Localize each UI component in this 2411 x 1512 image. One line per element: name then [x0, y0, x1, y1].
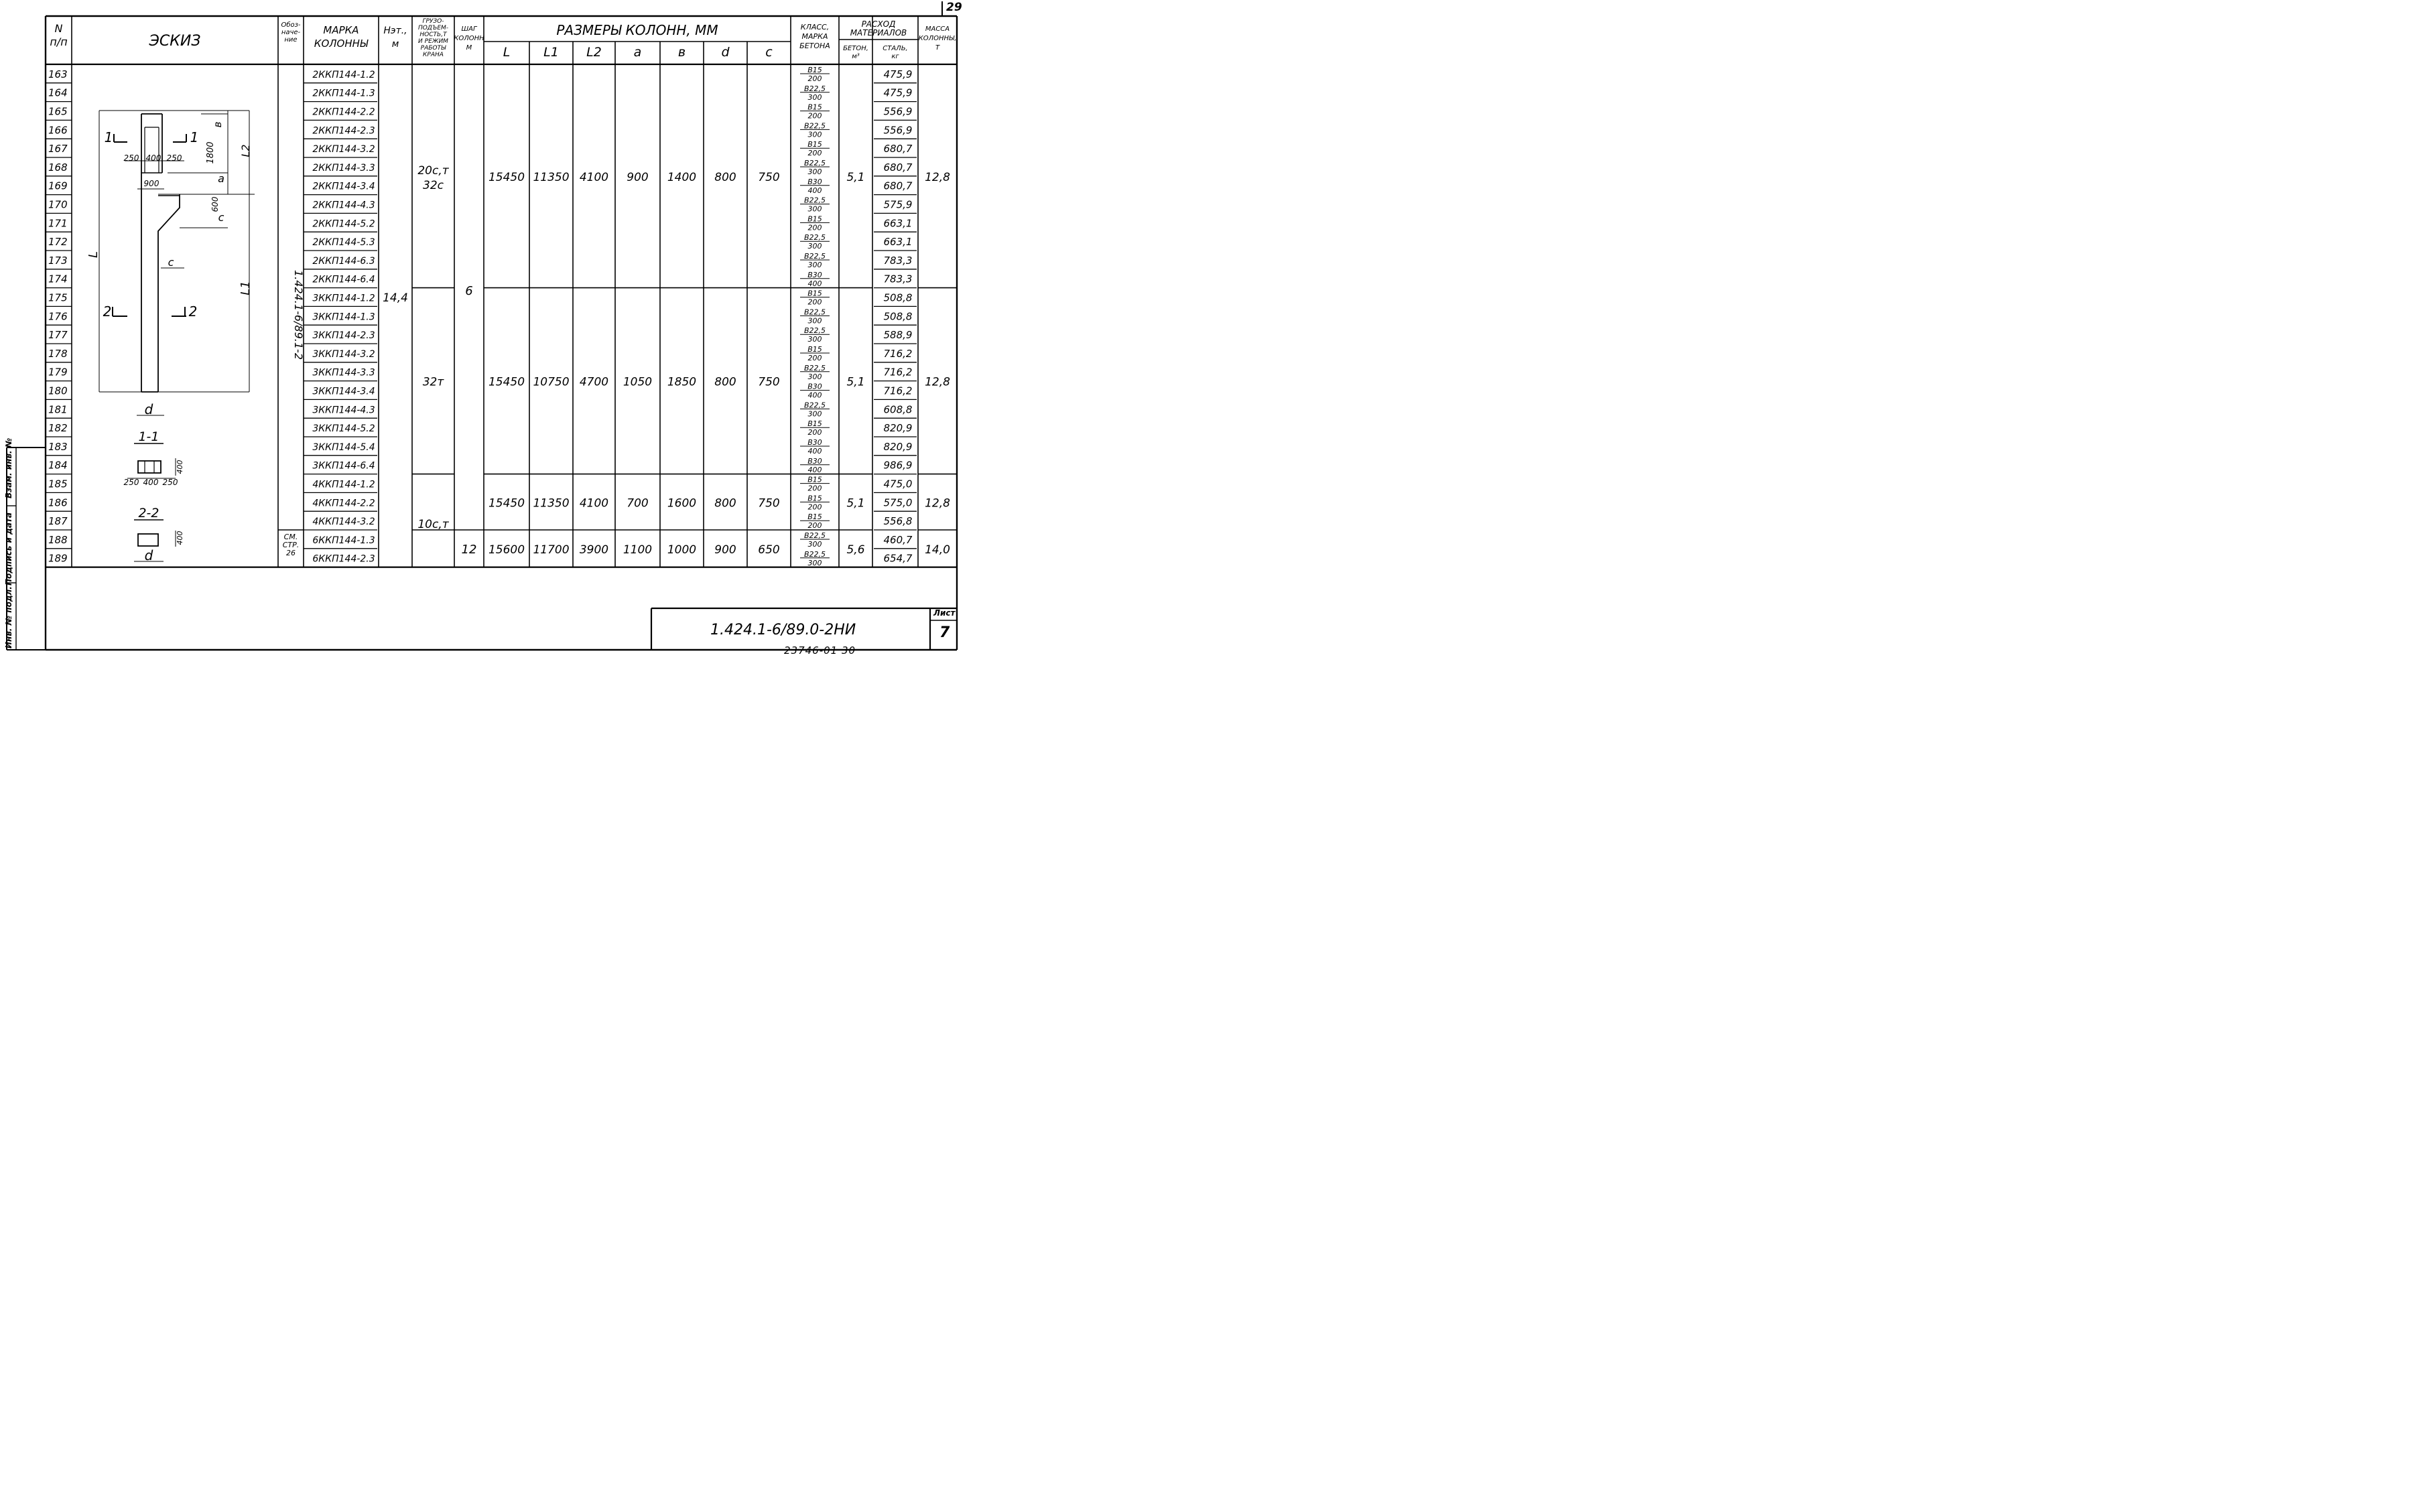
stamp-sheet-number: 7 — [939, 624, 950, 641]
row-number: 166 — [48, 124, 68, 137]
steel-value: 680,7 — [883, 161, 913, 174]
dim-label-1800: 1800 — [206, 141, 216, 164]
steel-value: 820,9 — [883, 440, 913, 453]
concrete-class: B15 — [807, 494, 822, 503]
column-mark: 2ККП144-6.3 — [312, 255, 375, 267]
steel-value: 608,8 — [883, 403, 913, 416]
concrete-class: B15 — [807, 475, 822, 484]
size-value: 800 — [714, 375, 736, 389]
header-steel: кг — [891, 53, 899, 60]
header-step: КОЛОНН — [454, 35, 484, 42]
concrete-mark: 300 — [807, 558, 822, 567]
header-concrete-class: МАРКА — [801, 32, 828, 41]
column-mark: 3ККП144-3.4 — [312, 386, 375, 397]
dim-label-250: 250 — [123, 478, 139, 487]
header-size-0: L — [503, 45, 511, 60]
header-step: ШАГ — [461, 25, 477, 33]
row-number: 185 — [48, 478, 68, 490]
row-number: 173 — [48, 254, 68, 267]
row-number: 164 — [48, 86, 68, 99]
steel-value: 680,7 — [883, 180, 913, 192]
header-sketch: ЭСКИЗ — [149, 33, 201, 50]
row-number: 182 — [48, 422, 68, 435]
dim-label-250: 250 — [166, 153, 182, 163]
concrete-class: B22,5 — [803, 326, 826, 336]
size-value: 1600 — [667, 496, 697, 510]
steel-value: 575,9 — [883, 198, 913, 211]
size-value: 15450 — [488, 375, 525, 389]
concrete-class: B22,5 — [803, 307, 826, 317]
column-mark: 2ККП144-5.2 — [312, 218, 375, 230]
dim-label-a: а — [218, 172, 224, 185]
size-value: 11350 — [533, 496, 570, 510]
side-strip-signature: Подпись и дата — [4, 512, 13, 586]
concrete-class: B22,5 — [803, 159, 826, 167]
concrete-mark: 300 — [807, 409, 822, 419]
column-mass: 12,8 — [925, 170, 950, 184]
steel-value: 680,7 — [883, 143, 913, 155]
header-concrete-class: БЕТОНА — [799, 42, 830, 50]
row-number: 179 — [48, 366, 68, 379]
size-value: 4100 — [579, 170, 609, 184]
header-size-3: a — [633, 45, 642, 60]
dim-label-400: 400 — [176, 460, 184, 474]
column-mark: 2ККП144-1.2 — [312, 69, 375, 80]
row-number: 171 — [48, 217, 68, 230]
concrete-mark: 200 — [807, 521, 822, 531]
column-mass: 14,0 — [925, 543, 950, 557]
steel-value: 716,2 — [883, 385, 913, 397]
designation-ref: 26 — [286, 549, 296, 557]
steel-value: 588,9 — [883, 329, 913, 342]
concrete-mark: 400 — [807, 391, 822, 400]
size-value: 4700 — [579, 375, 609, 389]
step-value: 6 — [465, 284, 473, 298]
size-value: 800 — [714, 170, 736, 184]
header-steel: СТАЛЬ, — [883, 45, 908, 52]
row-number: 188 — [48, 533, 68, 546]
side-approval-strip — [1, 437, 43, 650]
column-mark: 2ККП144-3.3 — [312, 162, 375, 174]
row-number: 181 — [48, 403, 68, 416]
concrete-mark: 300 — [807, 130, 822, 139]
row-number: 172 — [48, 236, 68, 249]
concrete-class: B22,5 — [803, 531, 826, 540]
concrete-mark: 200 — [807, 111, 822, 121]
steel-value: 475,9 — [883, 68, 913, 80]
header-size-1: L1 — [543, 45, 559, 60]
row-number: 187 — [48, 515, 68, 528]
header-size-2: L2 — [586, 45, 602, 60]
header-crane: ПОДЪЕМ- — [417, 25, 449, 31]
column-mark: 2ККП144-6.4 — [312, 274, 375, 285]
size-value: 800 — [714, 496, 736, 510]
crane-value: 32т — [422, 375, 444, 389]
concrete-class: B22,5 — [803, 84, 826, 93]
concrete-mark: 200 — [807, 484, 822, 493]
concrete-class: B15 — [807, 345, 822, 354]
concrete-mark: 300 — [807, 92, 822, 102]
step-value: 12 — [461, 542, 477, 557]
dim-label-b: в — [212, 121, 224, 128]
row-number: 183 — [48, 440, 68, 453]
section-label-2: 2 — [188, 303, 198, 320]
dim-label-250: 250 — [162, 478, 178, 487]
steel-value: 716,2 — [883, 366, 913, 379]
column-mark: 2ККП144-3.2 — [312, 144, 375, 155]
concrete-mark: 400 — [807, 447, 822, 456]
header-designation: наче- — [281, 29, 301, 36]
steel-value: 716,2 — [883, 347, 913, 360]
size-value: 10750 — [533, 375, 570, 389]
column-mark: 2ККП144-4.3 — [312, 200, 375, 211]
concrete-class: B15 — [807, 102, 822, 112]
dim-label-400: 400 — [143, 478, 159, 487]
row-number: 167 — [48, 143, 68, 155]
size-value: 1100 — [623, 543, 653, 557]
section-label-1: 1 — [104, 129, 113, 145]
concrete-class: B30 — [807, 456, 822, 466]
designation-text: 1.424.1-6/89.1-2 — [292, 270, 305, 360]
dim-label-L2: L2 — [239, 144, 252, 157]
steel-value: 654,7 — [883, 552, 913, 565]
header-concrete-class: КЛАСС, — [800, 23, 830, 31]
concrete-class: B15 — [807, 289, 822, 298]
steel-value: 460,7 — [883, 533, 913, 546]
section-label-1: 1 — [190, 129, 199, 145]
header-mark: МАРКА — [323, 24, 359, 36]
header-crane: НОСТЬ,Т — [419, 31, 447, 38]
concrete-class: B22,5 — [803, 121, 826, 131]
header-materials-2: МАТЕРИАЛОВ — [850, 28, 907, 38]
concrete-class: B22,5 — [803, 196, 826, 205]
concrete-class: B22,5 — [803, 252, 826, 261]
column-mark: 3ККП144-3.2 — [312, 348, 375, 360]
drawing-sheet — [0, 0, 1036, 670]
column-mark: 4ККП144-2.2 — [312, 498, 375, 509]
header-height: Нэт., — [383, 25, 407, 36]
concrete-volume: 5,1 — [846, 496, 865, 510]
steel-value: 820,9 — [883, 422, 913, 435]
concrete-volume: 5,1 — [846, 170, 865, 184]
size-value: 1400 — [667, 170, 697, 184]
concrete-class: B15 — [807, 214, 822, 224]
size-value: 11700 — [533, 543, 570, 557]
concrete-mark: 300 — [807, 204, 822, 214]
dim-label-400: 400 — [176, 531, 184, 545]
size-value: 11350 — [533, 170, 570, 184]
concrete-class: B22,5 — [803, 233, 826, 243]
steel-value: 663,1 — [883, 217, 913, 230]
section-label-2: 2 — [103, 303, 112, 320]
designation-ref: СМ. — [283, 533, 298, 541]
header-crane: И РЕЖИМ — [418, 38, 448, 45]
size-value: 1000 — [667, 543, 697, 557]
header-crane: ГРУЗО- — [422, 18, 444, 25]
header-sizes: РАЗМЕРЫ КОЛОНН, ММ — [556, 22, 718, 38]
concrete-mark: 400 — [807, 186, 822, 195]
section-title-2-2: 2-2 — [138, 506, 159, 521]
concrete-class: B30 — [807, 382, 822, 391]
size-value: 15450 — [488, 496, 525, 510]
crane-value: 10с,т — [417, 518, 449, 531]
steel-value: 663,1 — [883, 236, 913, 249]
header-designation: Обоз- — [281, 21, 301, 29]
header-mass: МАССА — [925, 25, 950, 33]
side-strip-inv-podl: Инв. № подл. — [4, 586, 13, 648]
size-value: 1850 — [667, 375, 697, 389]
row-number: 170 — [48, 198, 68, 211]
column-mass: 12,8 — [925, 375, 950, 389]
height-value: 14,4 — [383, 291, 408, 305]
header-size-5: d — [721, 45, 730, 60]
row-number: 180 — [48, 385, 68, 397]
concrete-class: B15 — [807, 512, 822, 522]
concrete-class: B15 — [807, 419, 822, 429]
steel-value: 986,9 — [883, 459, 913, 472]
row-number: 178 — [48, 347, 68, 360]
column-mark: 4ККП144-1.2 — [312, 479, 375, 490]
size-value: 750 — [758, 170, 780, 184]
dim-label-900: 900 — [143, 179, 159, 188]
row-number: 175 — [48, 291, 68, 304]
header-mark: КОЛОННЫ — [314, 38, 369, 50]
concrete-mark: 300 — [807, 167, 822, 176]
column-mark: 2ККП144-3.4 — [312, 181, 375, 192]
dim-label-d: d — [144, 547, 153, 563]
size-value: 750 — [758, 375, 780, 389]
row-number: 174 — [48, 273, 68, 285]
designation-ref: СТР. — [282, 541, 300, 549]
dim-label-c: с — [218, 211, 224, 224]
header-size-6: c — [765, 45, 773, 60]
concrete-mark: 300 — [807, 372, 822, 381]
steel-value: 508,8 — [883, 291, 913, 304]
steel-value: 556,9 — [883, 105, 913, 118]
header-concrete-volume: м³ — [852, 53, 860, 60]
size-value: 650 — [758, 543, 780, 557]
column-mark: 6ККП144-1.3 — [312, 535, 375, 546]
row-number: 168 — [48, 161, 68, 174]
dim-label-400: 400 — [145, 153, 161, 163]
row-number: 176 — [48, 310, 68, 323]
header-num: п/п — [50, 36, 68, 48]
concrete-class: B30 — [807, 270, 822, 279]
header-mass: КОЛОННЫ, — [918, 35, 957, 42]
dim-label-600: 600 — [210, 196, 220, 212]
header-materials-1: РАСХОД — [861, 19, 896, 29]
row-number: 184 — [48, 459, 68, 472]
header-step: М — [466, 44, 472, 52]
steel-value: 575,0 — [883, 496, 913, 509]
crane-value: 20с,т — [417, 163, 449, 178]
header-height: м — [391, 39, 399, 50]
column-mark: 3ККП144-5.2 — [312, 423, 375, 435]
column-mark: 3ККП144-2.3 — [312, 330, 375, 342]
concrete-class: B15 — [807, 66, 822, 74]
column-mark: 3ККП144-3.3 — [312, 367, 375, 379]
concrete-class: B15 — [807, 140, 822, 149]
dim-label-L: L — [86, 251, 101, 259]
row-number: 177 — [48, 329, 68, 342]
size-value: 750 — [758, 496, 780, 510]
header-designation: ние — [284, 36, 298, 44]
column-mark: 3ККП144-1.2 — [312, 293, 375, 304]
header-mass: Т — [935, 44, 940, 52]
concrete-class: B30 — [807, 438, 822, 447]
concrete-mark: 200 — [807, 502, 822, 512]
size-value: 3900 — [579, 543, 609, 557]
column-mass: 12,8 — [925, 496, 950, 510]
concrete-mark: 300 — [807, 316, 822, 326]
steel-value: 556,9 — [883, 124, 913, 137]
concrete-mark: 200 — [807, 74, 822, 83]
side-strip-inv-replace: Взам. инв. № — [4, 437, 13, 498]
concrete-mark: 300 — [807, 242, 822, 251]
column-mark: 4ККП144-3.2 — [312, 517, 375, 528]
concrete-volume: 5,6 — [846, 543, 865, 557]
column-mark: 6ККП144-2.3 — [312, 553, 375, 565]
concrete-class: B22,5 — [803, 363, 826, 372]
dim-label-d: d — [144, 401, 153, 417]
dim-label-250: 250 — [123, 153, 139, 163]
section-title-1-1: 1-1 — [138, 429, 159, 444]
header-concrete-volume: БЕТОН, — [843, 45, 868, 52]
steel-value: 783,3 — [883, 254, 913, 267]
steel-value: 475,0 — [883, 478, 913, 490]
column-mark: 2ККП144-1.3 — [312, 88, 375, 99]
steel-value: 783,3 — [883, 273, 913, 285]
header-crane: КРАНА — [423, 52, 444, 58]
dim-label-L1: L1 — [239, 281, 253, 295]
concrete-class: B22,5 — [803, 401, 826, 410]
concrete-class: B30 — [807, 177, 822, 186]
section-2-2-outline — [138, 534, 158, 546]
concrete-volume: 5,1 — [846, 375, 865, 389]
column-mark: 2ККП144-2.2 — [312, 107, 375, 118]
steel-value: 475,9 — [883, 86, 913, 99]
size-value: 700 — [627, 496, 649, 510]
page-number: 29 — [946, 1, 962, 14]
dim-label-c: с — [168, 256, 174, 269]
size-value: 1050 — [623, 375, 653, 389]
concrete-mark: 400 — [807, 279, 822, 288]
concrete-mark: 300 — [807, 335, 822, 344]
column-mark: 3ККП144-6.4 — [312, 460, 375, 472]
header-crane: РАБОТЫ — [420, 45, 446, 52]
stamp-sheet-label: Лист — [933, 608, 956, 618]
concrete-mark: 300 — [807, 261, 822, 269]
header-num: N — [54, 22, 63, 35]
column-mark: 2ККП144-2.3 — [312, 125, 375, 137]
archive-number: 23746-01 30 — [784, 644, 856, 657]
crane-value: 32с — [423, 178, 444, 192]
row-number: 189 — [48, 552, 68, 565]
row-number: 163 — [48, 68, 68, 80]
column-shaft-right-edge — [158, 194, 180, 392]
stamp-document-code: 1.424.1-6/89.0-2НИ — [710, 622, 856, 638]
section-1-1-outline — [138, 461, 161, 473]
row-number: 165 — [48, 105, 68, 118]
size-value: 15450 — [488, 170, 525, 184]
concrete-class: B22,5 — [803, 549, 826, 559]
concrete-mark: 200 — [807, 354, 822, 362]
column-mark: 2ККП144-5.3 — [312, 237, 375, 249]
column-mark: 3ККП144-5.4 — [312, 441, 375, 453]
size-value: 4100 — [579, 496, 609, 510]
column-mark: 3ККП144-1.3 — [312, 312, 375, 323]
steel-value: 508,8 — [883, 310, 913, 323]
concrete-mark: 200 — [807, 428, 822, 437]
size-value: 900 — [714, 543, 736, 557]
header-size-4: в — [677, 45, 686, 60]
concrete-mark: 300 — [807, 540, 822, 549]
steel-value: 556,8 — [883, 515, 913, 528]
column-mark: 3ККП144-4.3 — [312, 405, 375, 416]
row-number: 169 — [48, 180, 68, 192]
size-value: 900 — [627, 170, 649, 184]
concrete-mark: 400 — [807, 465, 822, 474]
row-number: 186 — [48, 496, 68, 509]
concrete-mark: 200 — [807, 149, 822, 158]
concrete-mark: 200 — [807, 297, 822, 307]
size-value: 15600 — [488, 543, 525, 557]
concrete-mark: 200 — [807, 223, 822, 232]
